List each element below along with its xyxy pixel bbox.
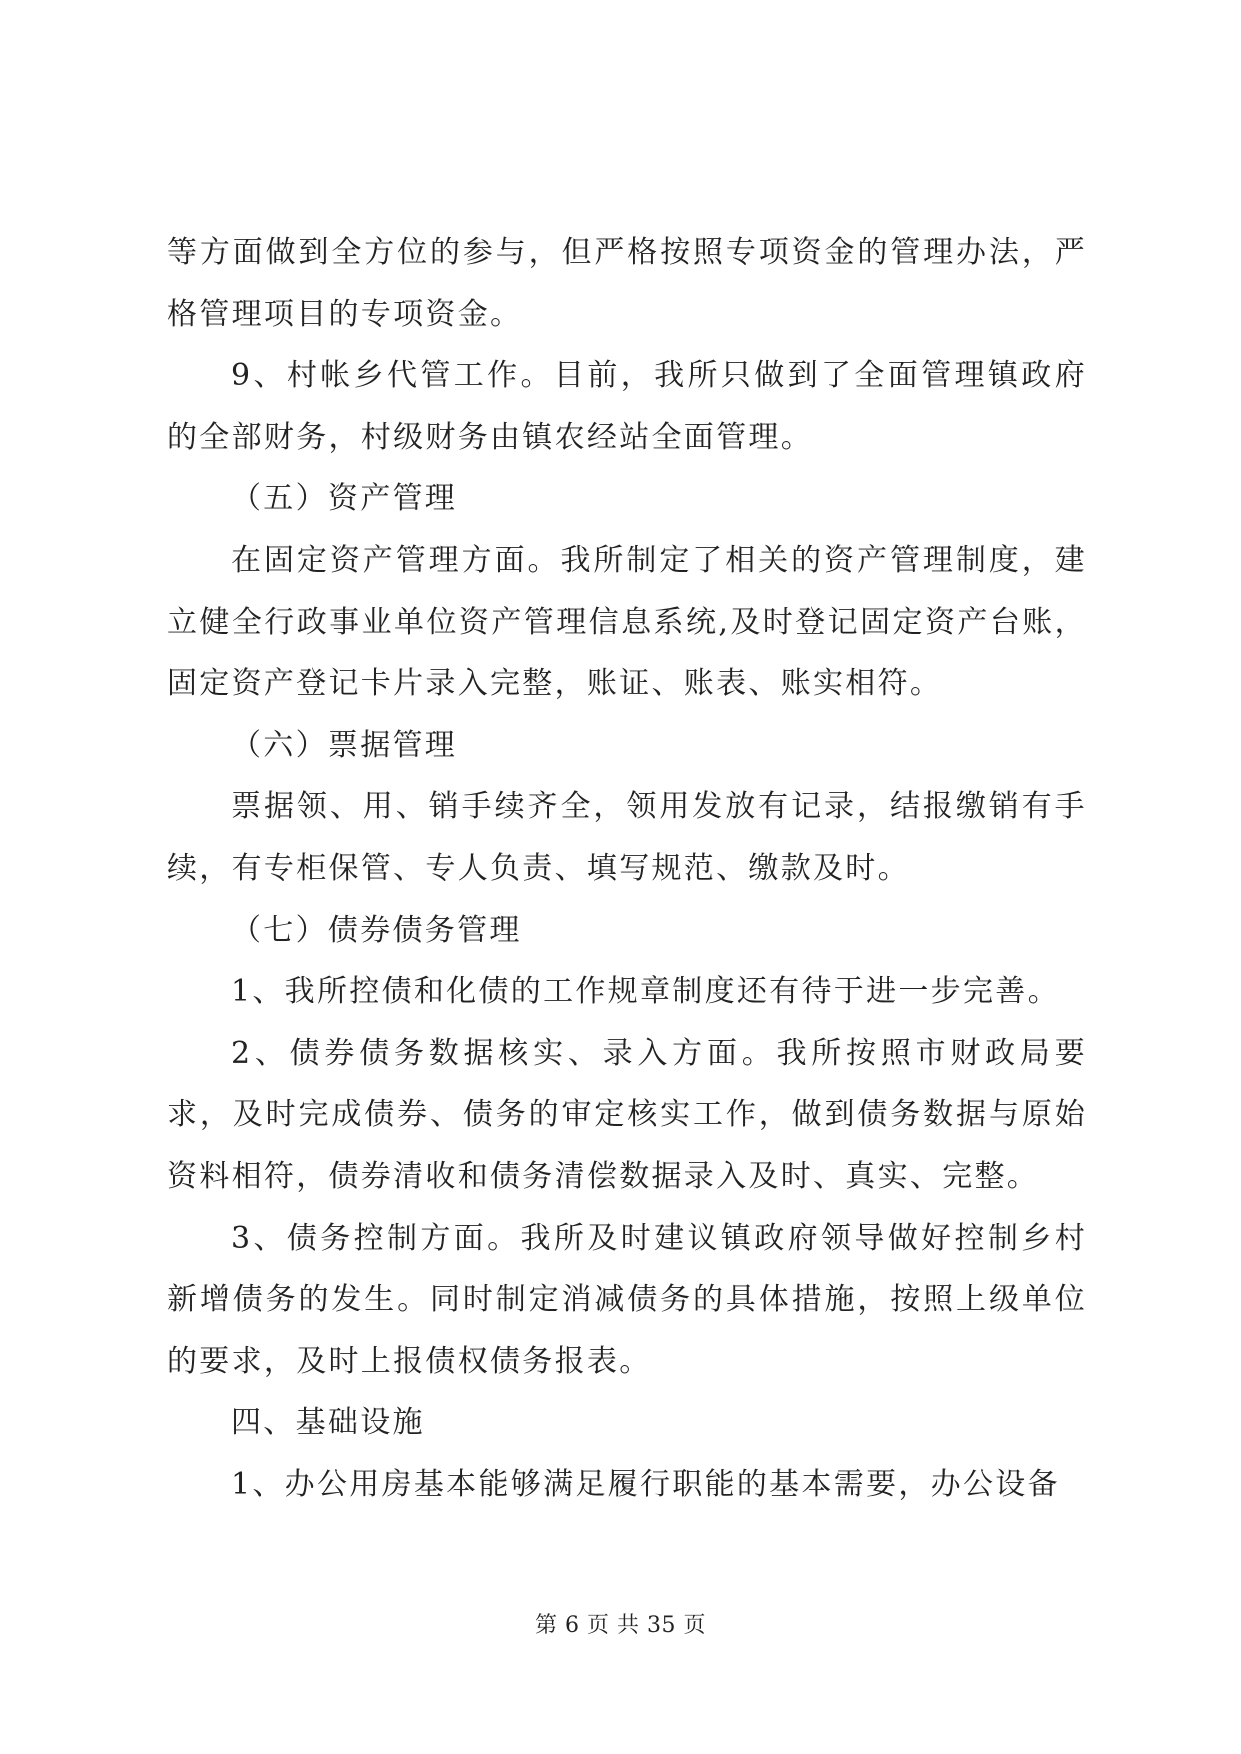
paragraph-continuation: 等方面做到全方位的参与，但严格按照专项资金的管理办法，严格管理项目的专项资金。: [167, 235, 1087, 332]
section-heading-receipt-management: （六）票据管理: [231, 727, 458, 763]
section-heading-infrastructure: 四、基础设施: [231, 1405, 425, 1441]
paragraph-item-9: 9、村帐乡代管工作。目前，我所只做到了全面管理镇政府的全部财务，村级财务由镇农经站全面管理。: [167, 358, 1087, 455]
paragraph-debt-item-1: 1、我所控债和化债的工作规章制度还有待于进一步完善。: [231, 974, 1060, 1010]
paragraph-infrastructure-item-1: 1、办公用房基本能够满足履行职能的基本需要，办公设备: [231, 1466, 1060, 1502]
paragraph-asset-management: 在固定资产管理方面。我所制定了相关的资产管理制度，建立健全行政事业单位资产管理信息系统,及时登记固定资产台账，固定资产登记卡片录入完整，账证、账表、账实相符。: [167, 542, 1087, 702]
paragraph-receipt-management: 票据领、用、销手续齐全，领用发放有记录，结报缴销有手续，有专柜保管、专人负责、填写规范、缴款及时。: [167, 789, 1087, 886]
paragraph-debt-item-2: 2、债券债务数据核实、录入方面。我所按照市财政局要求，及时完成债券、债务的审定核实工作，做到债务数据与原始资料相符，债券清收和债务清偿数据录入及时、真实、完整。: [167, 1035, 1087, 1194]
section-heading-debt-management: （七）债券债务管理: [231, 912, 522, 948]
page-footer: 第 6 页 共 35 页: [535, 1613, 706, 1638]
paragraph-debt-item-3: 3、债务控制方面。我所及时建议镇政府领导做好控制乡村新增债务的发生。同时制定消减债务的具体措施，按照上级单位的要求，及时上报债权债务报表。: [167, 1220, 1087, 1379]
document-body: [167, 222, 1087, 1515]
section-heading-asset-management: （五）资产管理: [231, 481, 458, 517]
